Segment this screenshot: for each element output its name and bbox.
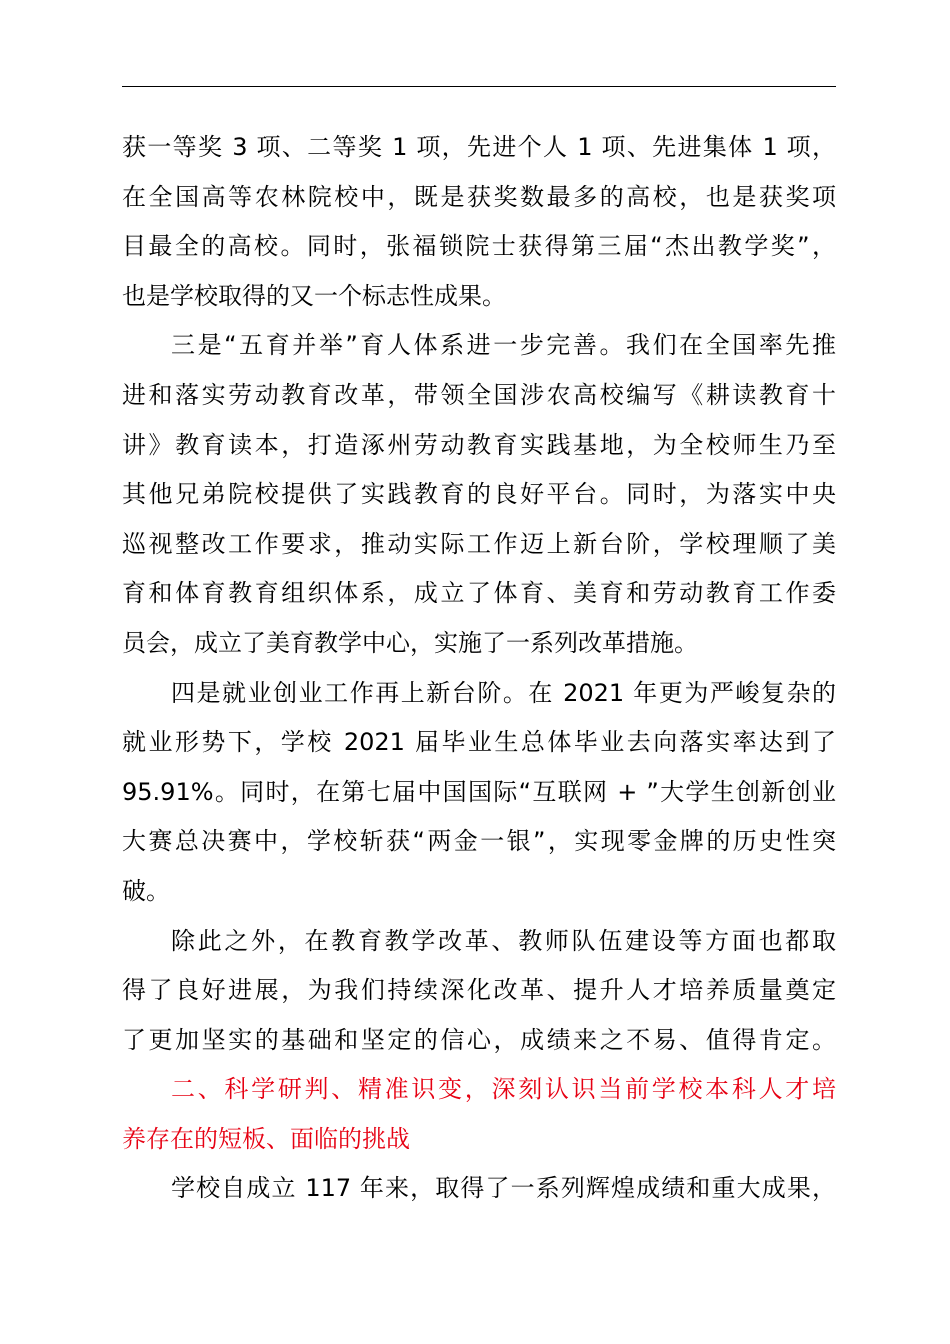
text-line: 在全国高等农林院校中，既是获奖数最多的高校，也是获奖项 [122, 182, 836, 211]
text-line: 三是“五育并举”育人体系进一步完善。我们在全国率先推 [171, 331, 836, 360]
text-line: 员会，成立了美育教学中心，实施了一系列改革措施。 [122, 628, 698, 657]
text-line: 育和体育教育组织体系，成立了体育、美育和劳动教育工作委 [122, 579, 836, 608]
text-line: 得了良好进展，为我们持续深化改革、提升人才培养质量奠定 [122, 976, 836, 1005]
text-line: 了更加坚实的基础和坚定的信心，成绩来之不易、值得肯定。 [122, 1025, 836, 1054]
text-line: 破。 [122, 876, 170, 905]
text-line: 95.91%。同时，在第七届中国国际“互联网 + ”大学生创新创业 [122, 777, 836, 806]
text-line: 大赛总决赛中，学校斩获“两金一银”，实现零金牌的历史性突 [122, 827, 836, 856]
text-line: 四是就业创业工作再上新台阶。在 2021 年更为严峻复杂的 [171, 678, 836, 707]
document-body [122, 123, 838, 1214]
text-line: 也是学校取得的又一个标志性成果。 [122, 281, 506, 310]
text-line: 进和落实劳动教育改革，带领全国涉农高校编写《耕读教育十 [122, 380, 836, 409]
text-line: 获一等奖 3 项、二等奖 1 项，先进个人 1 项、先进集体 1 项， [122, 133, 836, 161]
text-line: 除此之外，在教育教学改革、教师队伍建设等方面也都取 [171, 926, 836, 955]
header-rule [122, 86, 836, 87]
text-line: 学校自成立 117 年来，取得了一系列辉煌成绩和重大成果， [171, 1174, 836, 1203]
text-line: 其他兄弟院校提供了实践教育的良好平台。同时，为落实中央 [122, 480, 836, 509]
section-heading: 二、科学研判、精准识变，深刻认识当前学校本科人才培 [171, 1075, 836, 1104]
text-line: 就业形势下，学校 2021 届毕业生总体毕业去向落实率达到了 [122, 728, 836, 757]
text-line: 目最全的高校。同时，张福锁院士获得第三届“杰出教学奖”， [122, 232, 836, 261]
text-line: 巡视整改工作要求，推动实际工作迈上新台阶，学校理顺了美 [122, 529, 836, 558]
text-line: 讲》教育读本，打造涿州劳动教育实践基地，为全校师生乃至 [122, 430, 836, 459]
section-heading: 养存在的短板、面临的挑战 [122, 1124, 410, 1153]
